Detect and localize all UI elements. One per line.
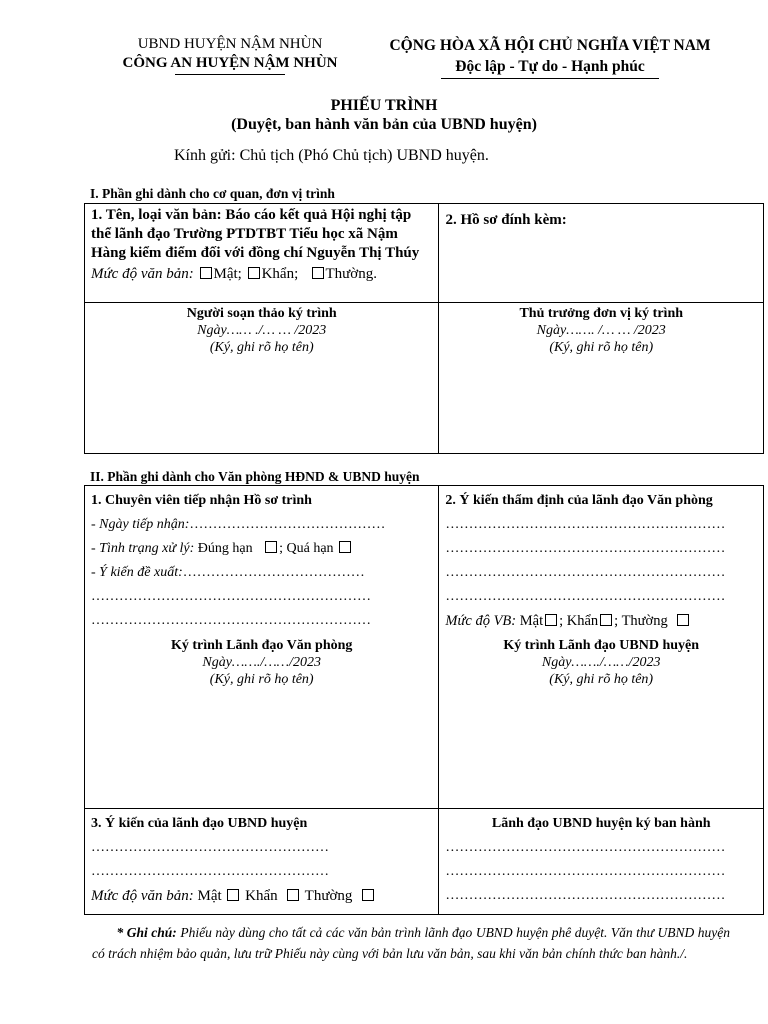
checkbox-ontime[interactable]: [265, 541, 277, 553]
unit-head-title: Thủ trưởng đơn vị ký trình: [519, 306, 684, 321]
received-date-row: [91, 513, 432, 537]
attachments-cell: [439, 204, 764, 303]
district-level-label: Mức độ văn bản:: [91, 888, 194, 904]
section-1-table: [84, 203, 764, 454]
checkbox-normal[interactable]: [312, 267, 324, 279]
district-urgent-label: Khẩn: [245, 888, 278, 904]
status-row: - Tình trạng xử lý: Đúng hạn ; Quá hạn: [91, 537, 432, 561]
footnote-label: * Ghi chú:: [116, 925, 177, 940]
office-dots-1: ……………………………………………………: [445, 517, 726, 532]
checkbox-urgent[interactable]: [248, 267, 260, 279]
vb-urgent-label: Khẩn: [566, 613, 599, 629]
district-opinion-title: 3. Ý kiến của lãnh đạo UBND huyện: [91, 816, 308, 831]
vb-level-row: Mức độ VB: Mật ; Khẩn ; Thường: [445, 609, 757, 633]
nation-line-2: Độc lập - Tự do - Hạnh phúc: [455, 58, 645, 75]
footnote-text: Phiếu này dùng cho tất cả các văn bản trình lãnh đạo UBND huyện phê duyệt. Văn thư UBND huyện có trách nhiệm bảo quản, lưu trữ Phiếu này cùng với bản lưu văn bản, sau khi văn bản chính thức ban hành./.: [92, 925, 731, 961]
motto-underline: [441, 78, 659, 79]
drafter-cell: [85, 303, 439, 454]
vb-level-label: Mức độ VB:: [445, 613, 517, 629]
vb-normal-label: Thường: [621, 613, 668, 629]
proposal-label: - Ý kiến đề xuất:: [91, 565, 183, 580]
checkbox-vb-normal[interactable]: [677, 614, 689, 626]
district-normal-label: Thường: [304, 888, 353, 904]
unit-head-date: Ngày……. /… … /2023: [536, 323, 666, 338]
status-ontime-label: Đúng hạn: [197, 541, 253, 556]
doc-type-cell: [85, 204, 439, 303]
vb-secret-label: Mật: [519, 613, 544, 629]
org-underline: [175, 74, 285, 75]
district-secret-label: Mật: [197, 888, 222, 904]
receiver-cell: [85, 486, 439, 809]
district-sign-title: Ký trình Lãnh đạo UBND huyện: [503, 638, 700, 653]
drafter-sign-note: (Ký, ghi rõ họ tên): [209, 340, 314, 355]
status-late-label: Quá hạn: [286, 541, 334, 556]
attachments-label: 2. Hồ sơ đính kèm:: [445, 212, 567, 228]
office-dots-2: ……………………………………………………: [445, 541, 726, 556]
district-dots-2: ……………………………………………: [91, 864, 329, 879]
status-label: - Tình trạng xử lý:: [91, 541, 195, 556]
doc-level-row: [91, 266, 432, 283]
issuance-title: Lãnh đạo UBND huyện ký ban hành: [491, 816, 711, 831]
issuance-dots-2: ……………………………………………………: [445, 864, 726, 879]
issuance-dots-3: ……………………………………………………: [445, 888, 726, 903]
nation-line-1: CỘNG HÒA XÃ HỘI CHỦ NGHĨA VIỆT NAM: [389, 37, 711, 54]
district-opinion-cell: [85, 809, 439, 915]
drafter-title: Người soạn thảo ký trình: [186, 306, 337, 321]
district-sign-date: Ngày……./……/2023: [541, 655, 661, 670]
district-sign-note: (Ký, ghi rõ họ tên): [549, 672, 654, 687]
document-title: [0, 96, 768, 134]
section-2-label: II. Phần ghi dành cho Văn phòng HĐND & UBND huyện: [90, 469, 420, 484]
title-main: PHIẾU TRÌNH: [330, 97, 438, 114]
checkbox-vb-urgent[interactable]: [600, 614, 612, 626]
office-sign-note: (Ký, ghi rõ họ tên): [209, 672, 314, 687]
section-1-label: I. Phần ghi dành cho cơ quan, đơn vị trình: [90, 186, 335, 201]
doc-level-label: Mức độ văn bản:: [91, 266, 194, 282]
checkbox-late[interactable]: [339, 541, 351, 553]
office-dots-3: ……………………………………………………: [445, 565, 726, 580]
district-level-row: [91, 884, 432, 908]
office-sign-title: Ký trình Lãnh đạo Văn phòng: [170, 638, 353, 653]
national-motto: [368, 35, 732, 79]
proposal-row: [91, 561, 432, 585]
footnote: [92, 922, 730, 964]
issuance-cell: [439, 809, 764, 915]
salutation: Kính gửi: Chủ tịch (Phó Chủ tịch) UBND huyện.: [174, 147, 489, 164]
unit-head-sign-note: (Ký, ghi rõ họ tên): [549, 340, 654, 355]
receiver-title: 1. Chuyên viên tiếp nhận Hồ sơ trình: [91, 493, 312, 508]
office-dots-4: ……………………………………………………: [445, 589, 726, 604]
checkbox-district-urgent[interactable]: [287, 889, 299, 901]
checkbox-vb-secret[interactable]: [545, 614, 557, 626]
office-opinion-title: 2. Ý kiến thẩm định của lãnh đạo Văn phòng: [445, 493, 713, 508]
org-line-1: UBND HUYỆN NẬM NHÙN: [137, 36, 323, 52]
level-urgent-label: Khẩn;: [261, 266, 299, 282]
doc-type: 1. Tên, loại văn bản: Báo cáo kết quả Hội nghị tập thể lãnh đạo Trường PTDTBT Tiểu học xã Nậm Hàng kiểm điểm đối với đồng chí Nguyễn Thị Thúy: [91, 207, 420, 261]
received-date-label: - Ngày tiếp nhận:: [91, 517, 190, 532]
checkbox-district-normal[interactable]: [362, 889, 374, 901]
checkbox-secret[interactable]: [200, 267, 212, 279]
dots-line-1: ……………………………………………………: [91, 589, 371, 604]
level-normal-label: Thường.: [325, 266, 377, 282]
section-2-table: [84, 485, 764, 915]
issuance-dots-1: ……………………………………………………: [445, 840, 726, 855]
level-secret-label: Mật;: [213, 266, 242, 282]
checkbox-district-secret[interactable]: [227, 889, 239, 901]
office-opinion-cell: [439, 486, 764, 809]
unit-head-cell: [439, 303, 764, 454]
received-date-dots: ……………………………………: [189, 517, 386, 532]
district-dots-1: ……………………………………………: [91, 840, 329, 855]
org-line-2: CÔNG AN HUYỆN NẬM NHÙN: [122, 55, 338, 71]
issuing-authority: [100, 35, 360, 75]
proposal-dots: …………………………………: [182, 565, 365, 580]
dots-line-2: ……………………………………………………: [91, 613, 371, 628]
office-sign-date: Ngày……./……/2023: [202, 655, 321, 670]
title-sub: (Duyệt, ban hành văn bản của UBND huyện): [231, 116, 537, 133]
drafter-date: Ngày…… ./… … /2023: [197, 323, 327, 338]
